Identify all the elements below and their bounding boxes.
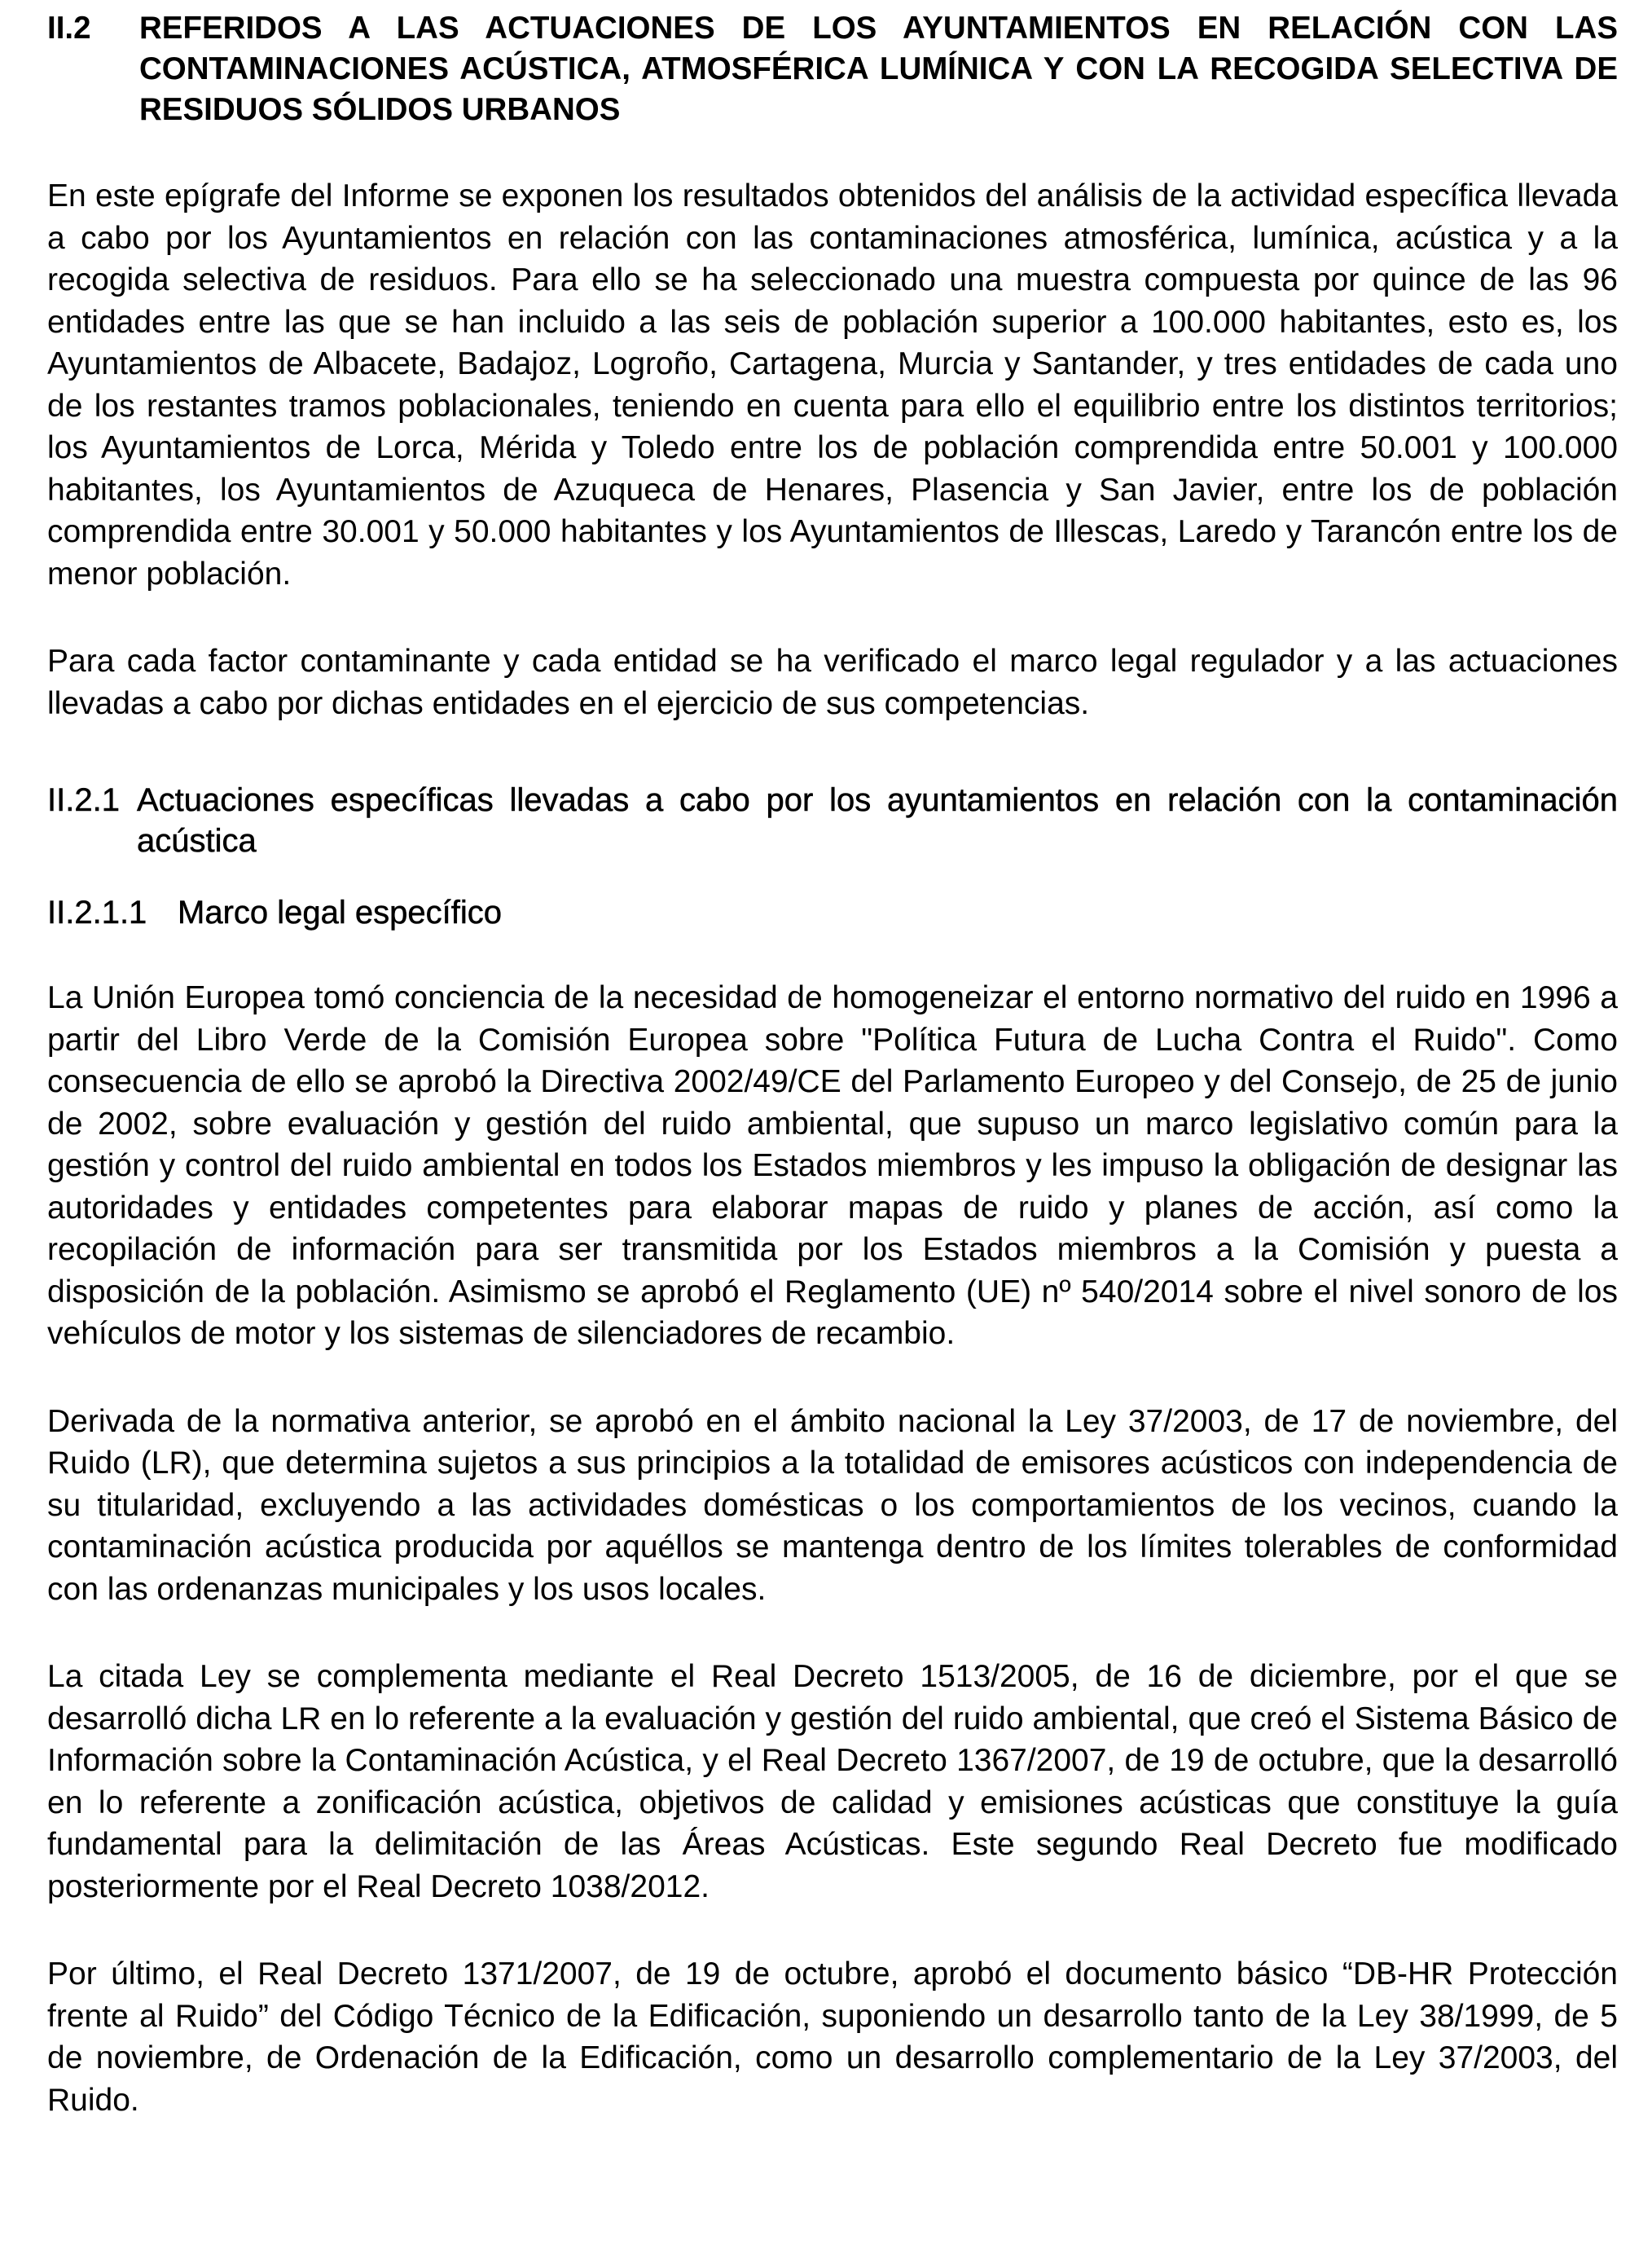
section-title: REFERIDOS A LAS ACTUACIONES DE LOS AYUNTAMIENTOS EN RELACIÓN CON LAS CONTAMINACIONES ACÚSTICA, ATMOSFÉRICA LUMÍNICA Y CON LA RECOGIDA SELECTIVA DE RESIDUOS SÓLIDOS URBANOS (139, 11, 1618, 127)
eu-framework-paragraph: La Unión Europea tomó conciencia de la necesidad de homogeneizar el entorno normativo del ruido en 1996 a partir del Libro Verde de la Comisión Europea sobre "Política Futura de Lucha Contra el Ruido". Como consecuencia de ello se aprobó la Directiva 2002/49/CE del Parlamento Europeo y del Consejo, de 25 de junio de 2002, sobre evaluación y gestión del ruido ambiental, que supuso un marco legislativo común para la gestión y control del ruido ambiental en todos los Estados miembros y les impuso la obligación de designar las autoridades y entidades competentes para elaborar mapas de ruido y planes de acción, así como la recopilación de información para ser transmitida por los Estados miembros a la Comisión y puesta a disposición de la población. Asimismo se aprobó el Reglamento (UE) nº 540/2014 sobre el nivel sonoro de los vehículos de motor y los sistemas de silenciadores de recambio. (47, 980, 1618, 1351)
building-code-paragraph: Por último, el Real Decreto 1371/2007, de 19 de octubre, aprobó el documento básico “DB-HR Protección frente al Ruido” del Código Técnico de la Edificación, suponiendo un desarrollo tanto de la Ley 38/1999, de 5 de noviembre, de Ordenación de la Edificación, como un desarrollo complementario de la Ley 37/2003, del Ruido. (47, 1956, 1618, 2118)
national-law-paragraph: Derivada de la normativa anterior, se aprobó en el ámbito nacional la Ley 37/2003, de 17 de noviembre, del Ruido (LR), que determina sujetos a sus principios a la totalidad de emisores acústicos con independencia de su titularidad, excluyendo a las actividades domésticas o los comportamientos de los vecinos, cuando la contaminación acústica producida por aquéllos se mantenga dentro de los límites tolerables de conformidad con las ordenanzas municipales y los usos locales. (47, 1403, 1618, 1607)
section-heading (47, 8, 1618, 130)
subsection-number: II.2.1 (47, 782, 120, 818)
intro-paragraph: En este epígrafe del Informe se exponen los resultados obtenidos del análisis de la actividad específica llevada a cabo por los Ayuntamientos en relación con las contaminaciones atmosférica, lumínica, acústica y a la recogida selectiva de residuos. Para ello se ha seleccionado una muestra compuesta por quince de las 96 entidades entre las que se han incluido a las seis de población superior a 100.000 habitantes, esto es, los Ayuntamientos de Albacete, Badajoz, Logroño, Cartagena, Murcia y Santander, y tres entidades de cada uno de los restantes tramos poblacionales, teniendo en cuenta para ello el equilibrio entre los distintos territorios; los Ayuntamientos de Lorca, Mérida y Toledo entre los de población comprendida entre 50.001 y 100.000 habitantes, los Ayuntamientos de Azuqueca de Henares, Plasencia y San Javier, entre los de población comprendida entre 30.001 y 50.000 habitantes y los Ayuntamientos de Illescas, Laredo y Tarancón entre los de menor población. (47, 178, 1618, 592)
document-page (47, 8, 1618, 2121)
section-number: II.2 (47, 11, 91, 46)
subsubsection-number: II.2.1.1 (47, 895, 147, 931)
subsection-heading (47, 780, 1618, 861)
method-paragraph: Para cada factor contaminante y cada entidad se ha verificado el marco legal regulador y a las actuaciones llevadas a cabo por dichas entidades en el ejercicio de sus competencias. (47, 644, 1618, 721)
royal-decrees-paragraph: La citada Ley se complementa mediante el Real Decreto 1513/2005, de 16 de diciembre, por el que se desarrolló dicha LR en lo referente a la evaluación y gestión del ruido ambiental, que creó el Sistema Básico de Información sobre la Contaminación Acústica, y el Real Decreto 1367/2007, de 19 de octubre, que la desarrolló en lo referente a zonificación acústica, objetivos de calidad y emisiones acústicas que constituye la guía fundamental para la delimitación de las Áreas Acústicas. Este segundo Real Decreto fue modificado posteriormente por el Real Decreto 1038/2012. (47, 1659, 1618, 1904)
subsubsection-heading (47, 892, 1618, 933)
subsection-title: Actuaciones específicas llevadas a cabo por los ayuntamientos en relación con la contaminación acústica (137, 782, 1618, 859)
subsubsection-title: Marco legal específico (178, 895, 502, 931)
